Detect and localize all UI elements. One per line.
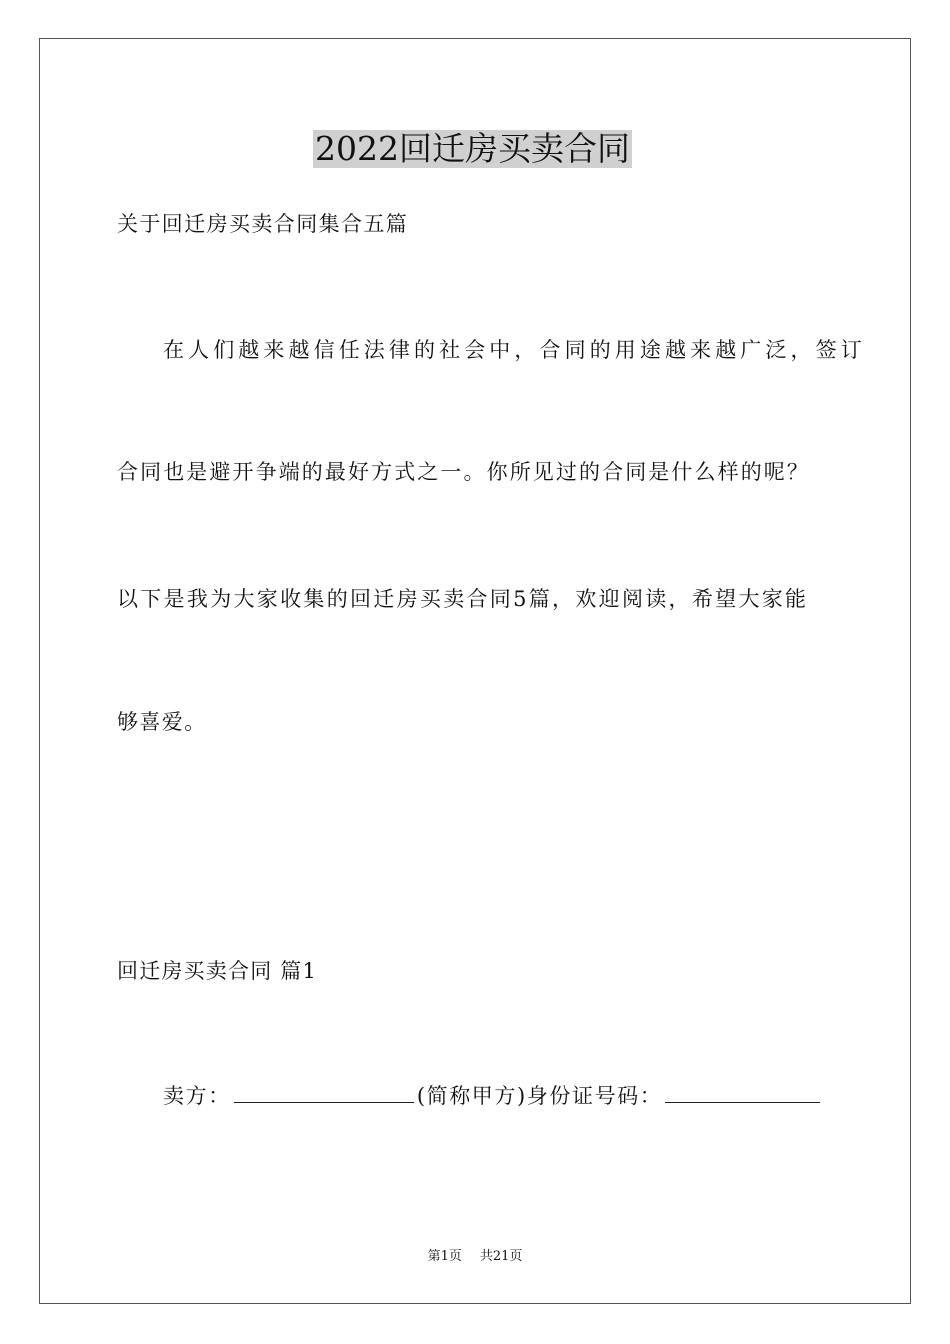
intro-line-2: 合同也是避开争端的最好方式之一。你所见过的合同是什么样的呢？	[117, 460, 810, 484]
page-total: 共21页	[479, 1249, 523, 1264]
intro-line-1: 在人们越来越信任法律的社会中，合同的用途越来越广泛，签订	[163, 338, 866, 362]
seller-id-blank	[665, 1084, 820, 1103]
seller-label: 卖方：	[163, 1084, 231, 1108]
page-number: 第1页	[427, 1249, 462, 1264]
seller-name-blank	[234, 1084, 414, 1103]
section-heading: 回迁房买卖合同 篇1	[117, 959, 318, 983]
seller-line	[163, 1081, 820, 1111]
document-title: 2022回迁房买卖合同	[315, 129, 630, 168]
document-subtitle: 关于回迁房买卖合同集合五篇	[117, 212, 409, 236]
intro-line-4: 够喜爱。	[117, 710, 207, 734]
intro-line-3: 以下是我为大家收集的回迁房买卖合同5篇，欢迎阅读，希望大家能	[117, 587, 809, 611]
seller-middle-text: (简称甲方)身份证号码：	[416, 1084, 663, 1108]
page-footer	[0, 1248, 950, 1266]
